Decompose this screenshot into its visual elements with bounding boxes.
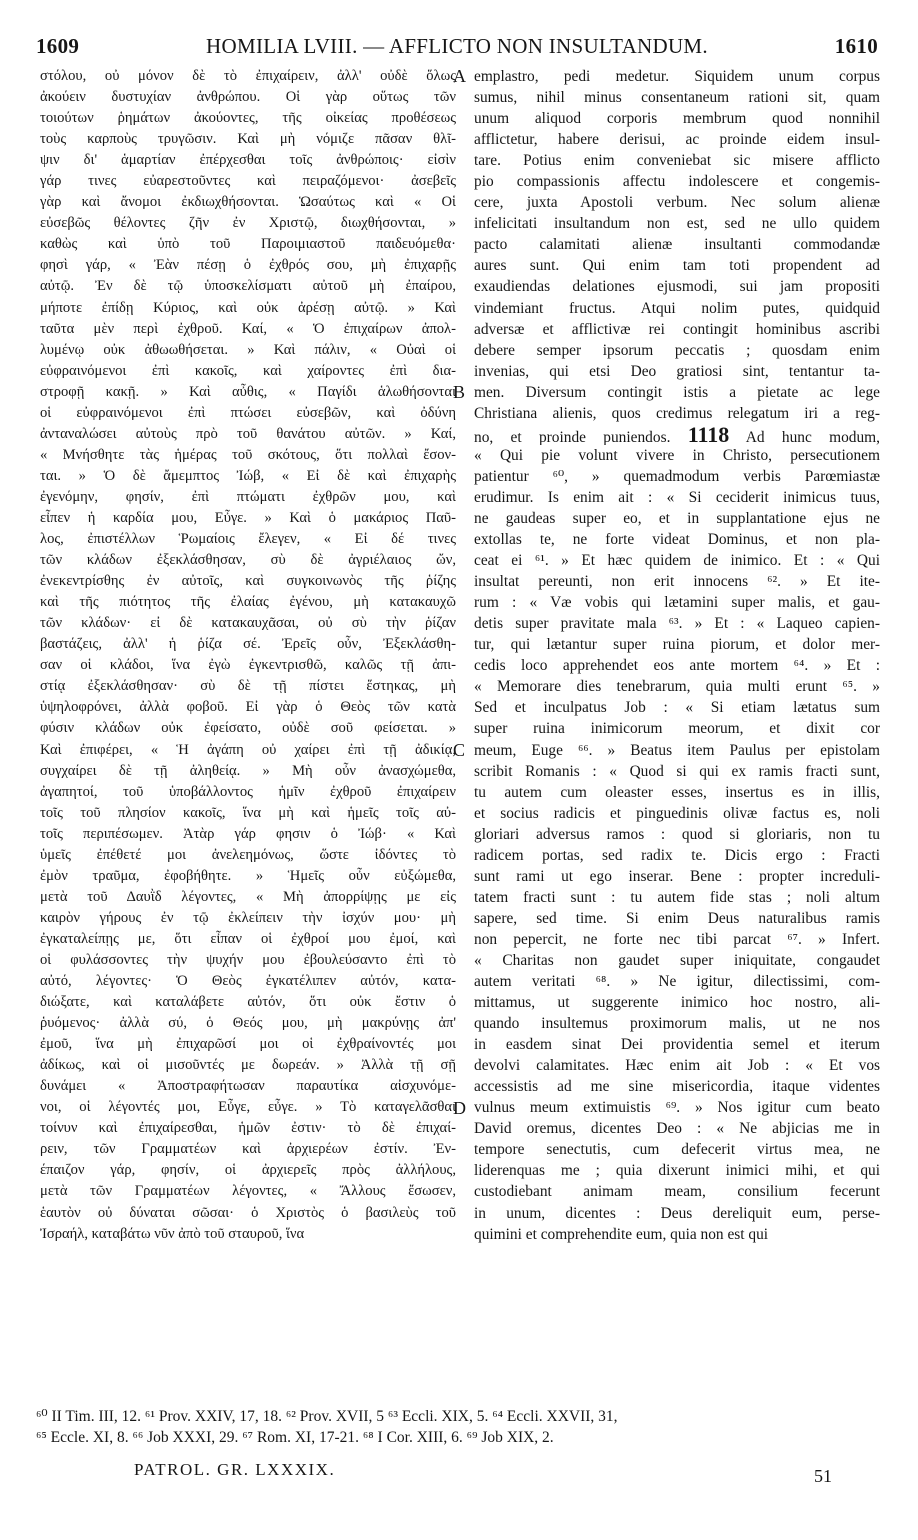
greek-line: συγχαίρει δὲ τῇ ἀληθείᾳ. » Μὴ οὖν ἀνασχώμεθα, [40, 762, 456, 779]
folio-number: 51 [814, 1466, 832, 1486]
latin-line: liderenquas me ; quia dixerunt inimici mihi, et qui [474, 1162, 880, 1180]
latin-line: patientur ⁶⁰, » quemadmodum verbis Parœmiastæ [474, 467, 880, 485]
latin-line: mittamus, ut suggerente inimico hoc nostro, ali- [474, 994, 880, 1012]
latin-line: David oremus, dicentes Deo : « Ne abjicias me in [474, 1120, 880, 1138]
latin-line: sunt rami ut ego inserar. Bene : propter increduli- [474, 867, 880, 885]
greek-line: τῶν κλάδων· εἰ δὲ κατακαυχᾶσαι, οὐ σὺ τὴν ῥίζαν [40, 615, 456, 632]
greek-line: τοίνυν καὶ ἐπιχαίρεσθαι, ἡμῶν ἐστιν· τὸ δὲ ἐπιχαί- [40, 1120, 456, 1137]
section-marker-b: B [453, 382, 466, 402]
latin-line: vulnus meum extimuistis ⁶⁹. » Nos igitur cum beato [474, 1099, 880, 1117]
greek-line: εὐσεβῶς θέλοντες ζῆν ἐν Χριστῷ, διωχθήσονται, » [40, 215, 456, 232]
latin-line: non pepercit, ne forte nec tibi parcat ⁶⁷. » Infert. [474, 930, 880, 948]
latin-line: insultat pereunti, non erit innocens ⁶². » Et ite- [474, 573, 880, 591]
greek-line: γὰρ καὶ ἄνομοι ἐκδιωχθήσονται. Ὡσαύτως καὶ « Οἱ [40, 194, 456, 211]
latin-line: devolvi calamitates. Hæc enim ait Job : « Et vos [474, 1057, 880, 1075]
latin-line [474, 424, 880, 445]
greek-line: ἑαυτὸν οὐ δύναται σῶσαι· ὁ Χριστὸς ὁ βασιλεὺς τοῦ [40, 1204, 456, 1221]
latin-line: scribit Romanis : « Quod si qui ex ramis fracti sunt, [474, 762, 880, 780]
greek-line: νοι, οἱ λέγοντές μοι, Εὖγε, εὖγε. » Τὸ καταγελᾶσθαι [40, 1099, 456, 1116]
greek-line: τοῖς περιπέσωμεν. Ἀτὰρ γάρ φησιν ὁ Ἰώβ· « Καὶ [40, 825, 456, 842]
section-marker-d: D [453, 1098, 466, 1118]
latin-line: exaudiendas delationes ejusmodi, sui jam propositi [474, 278, 880, 296]
greek-line: ἐγενόμην, φησίν, ἐπὶ πτώματι ἐχθρῶν μου, καὶ [40, 488, 456, 505]
latin-line: erudimur. Is enim ait : « Si ceciderit inimicus tuus, [474, 488, 880, 506]
latin-line: Christiana alienis, quos credimus relegatum iri a reg- [474, 404, 880, 422]
latin-line: cere, juxta Apostoli verbum. Nec solum alienæ [474, 194, 880, 212]
greek-line: στίᾳ ἐξεκλάσθησαν· σὺ δὲ τῇ πίστει ἕστηκας, μὴ [40, 678, 456, 695]
greek-line: λυμένῳ οὐκ ἀθωωθήσεται. » Καὶ πάλιν, « Οὐαὶ οἱ [40, 341, 456, 358]
greek-line: οἱ εὐφραινόμενοι ἐπὶ πτώσει εὐσεβῶν, καὶ ὀδύνη [40, 404, 456, 421]
latin-line: meum, Euge ⁶⁶. » Beatus item Paulus per epistolam [474, 741, 880, 759]
greek-line: ἀδίκως, καὶ οἱ μισοῦντές με δωρεάν. » Ἀλλὰ τῇ σῇ [40, 1057, 456, 1074]
latin-line: quando insultemus proximorum malis, ut ne nos [474, 1015, 880, 1033]
latin-line: « Qui pie volunt vivere in Christo, persecutionem [474, 446, 880, 464]
greek-line: φύσιν κλάδων οὐκ ἐφείσατο, οὐδὲ σοῦ φείσεται. » [40, 720, 456, 737]
greek-column [40, 66, 456, 1402]
greek-line: δυνάμει « Ἀποστραφήτωσαν παραυτίκα αἰσχυνόμε- [40, 1078, 456, 1095]
greek-line: τοῖς τοῦ πλησίον κακοῖς, ἵνα μὴ καὶ ἡμεῖς τοῖς αὐ- [40, 804, 456, 821]
latin-line: et socius radicis et pinguedinis olivæ factus es, noli [474, 804, 880, 822]
greek-line: ὑψηλοφρόνει, ἀλλὰ φοβοῦ. Εἰ γὰρ ὁ Θεὸς τῶν κατὰ [40, 699, 456, 716]
latin-line: pio compassionis affectu indolescere et congemis- [474, 173, 880, 191]
latin-line: tu autem cum oleaster esses, insertus es in illis, [474, 783, 880, 801]
greek-line: βαστάζεις, ἀλλ' ἡ ῥίζα σέ. Ἐρεῖς οὖν, Ἐξεκλάσθη- [40, 636, 456, 653]
greek-line: ἐμοῦ, ἵνα μὴ ἐπιχαρῶσί μοι οἱ ἐχθραίνοντές μοι [40, 1036, 456, 1053]
page-number-left: 1609 [36, 34, 80, 58]
greek-line: έπαιζον γάρ, φησίν, οἱ ἀρχιερεῖς πρὸς ἀλλήλους, [40, 1162, 456, 1179]
latin-line: emplastro, pedi medetur. Siquidem unum corpus [474, 68, 880, 85]
greek-line: ται. » Ὁ δὲ ἄμεμπτος Ἰώβ, « Εἰ δὲ καὶ ἐπιχαρὴς [40, 467, 456, 484]
latin-line: Sed et inculpatus Job : « Si etiam lætatus sum [474, 699, 880, 717]
running-header [36, 34, 878, 64]
greek-line: καιρὸν γήρους ἐν τῷ ἐκλείπειν τὴν ἰσχύν μου· μὴ [40, 909, 456, 926]
latin-line: adversæ et afflictivæ rei contingit hominibus ascribi [474, 320, 880, 338]
footnote-line: ⁶⁰ II Tim. III, 12. ⁶¹ Prov. XXIV, 17, 18. ⁶² Prov. XVII, 5 ⁶³ Eccli. XIX, 5. ⁶⁴ Eccli. XXVII, 31, [36, 1408, 618, 1425]
greek-line: ἀνταναλώσει αὐτοὺς πρὸ τοῦ θανάτου αὐτῶν. » Καί, [40, 425, 456, 442]
latin-line: aures sunt. Qui enim tam toti propendent ad [474, 257, 880, 275]
latin-line: men. Diversum contingit istis a pietate ac lege [474, 383, 880, 401]
footnote-line: ⁶⁵ Eccle. XI, 8. ⁶⁶ Job XXXI, 29. ⁶⁷ Rom. XI, 17-21. ⁶⁸ I Cor. XIII, 6. ⁶⁹ Job XIX, 2. [36, 1429, 554, 1446]
greek-line: ἐγκαταλείπῃς με, ὅτι εἶπαν οἱ ἐχθροί μου ἐμοί, καὶ [40, 930, 456, 947]
section-marker-c: C [453, 740, 466, 760]
latin-line: in easdem sinat Dei providentia semel et iterum [474, 1036, 880, 1054]
latin-line: invenias, qui etsi Deo gratiosi sint, tentantur ta- [474, 362, 880, 380]
greek-line: λος, ἐπιστέλλων Ῥωμαίοις ἔλεγεν, « Εἰ δέ τινες [40, 531, 456, 548]
latin-line: autem veritati ⁶⁸. » Ne igitur, dilectissimi, com- [474, 973, 880, 991]
greek-line: ἀκούειν δυστυχίαν ἀνθρώπου. Οἱ γὰρ οὕτως τῶν [40, 89, 456, 106]
latin-column [474, 66, 880, 1402]
greek-line: φησὶ γάρ, « Ἐὰν πέσῃ ὁ ἐχθρός σου, μὴ ἐπιχαρῇς [40, 257, 456, 274]
column-number: 1118 [687, 423, 730, 445]
greek-line: ῥυόμενος· ἀλλὰ σύ, ὁ Θεός μου, μὴ μακρύνῃς ἀπ' [40, 1015, 456, 1032]
latin-line: infelicitati insultandum non est, sed ne ullo quidem [474, 215, 880, 233]
latin-line: ne gaudeas super eo, et in supplantatione ejus ne [474, 509, 880, 527]
page-number-right: 1610 [834, 34, 878, 58]
greek-line: σαν οἱ κλάδοι, ἵνα ἐγὼ ἐγκεντρισθῶ, καλῶς τῇ ἀπι- [40, 657, 456, 674]
latin-line: ceat ei ⁶¹. » Et hæc quidem de inimico. Et : « Qui [474, 552, 880, 570]
greek-line: ἐνεκεντρίσθης ἐν αὐτοῖς, καὶ συγκοινωνὸς τῆς ῥίζης [40, 573, 456, 590]
greek-line: τῶν κλάδων ἐξεκλάσθησαν, σὺ δὲ ἀγριέλαιος ὤν, [40, 552, 456, 569]
greek-line: τοιούτων ῥημάτων ἀκούοντες, τῆς οἰκείας προθέσεως [40, 110, 456, 127]
greek-line: αὐτῷ. Ἐν δὲ τῷ ὑποσκελίσματι αὐτοῦ μὴ ἐπαίρου, [40, 278, 456, 295]
latin-line: sumus, nihil minus consentaneum rationi sit, quam [474, 89, 880, 107]
latin-line: super ruina inimicorum meorum, et dixit cor [474, 720, 880, 738]
latin-line: « Charitas non gaudet super iniquitate, congaudet [474, 951, 880, 969]
latin-line: rum : « Væ vobis qui lætamini super malis, et gau- [474, 594, 880, 612]
greek-line: εἶπεν ἡ καρδία μου, Εὖγε. » Καὶ ὁ μακάριος Παῦ- [40, 509, 456, 526]
greek-line: ὑμεῖς ἐπέθετέ μοι ἀνελεημόνως, ὥστε ἰδόντες τὸ [40, 846, 456, 863]
greek-line: μετὰ τῶν Γραμματέων λέγοντες, « Ἄλλους ἔσωσεν, [40, 1183, 456, 1200]
greek-line: στροφῇ κακῇ. » Καὶ αὖθις, « Παγίδι ἁλωθήσονται [40, 383, 456, 400]
latin-line: « Memorare dies tenebrarum, quia multi erunt ⁶⁵. » [474, 678, 880, 696]
greek-line: Καὶ ἐπιφέρει, « Ἡ ἀγάπη οὐ χαίρει ἐπὶ τῇ ἀδικίᾳ, [40, 741, 456, 758]
greek-line: διώξατε, καὶ καταλάβετε αὐτόν, ὅτι οὐκ ἔστιν ὁ [40, 994, 456, 1011]
latin-line: in unum, dicentes : Deus dereliquit eum, perse- [474, 1204, 880, 1222]
footnotes [36, 1406, 878, 1448]
latin-line: accessistis ad me sine misericordia, itaque videntes [474, 1078, 880, 1096]
signature-mark: PATROL. GR. LXXXIX. [134, 1460, 336, 1479]
greek-line: ψιν δι' ἁμαρτίαν ἐπέρχεσθαι τοῖς ἀνθρώποις· εἰσὶν [40, 152, 456, 169]
latin-line: custodiebant animam meam, consilium fecerunt [474, 1183, 880, 1201]
latin-line: tempore senectutis, cum defecerit virtus mea, ne [474, 1141, 880, 1159]
latin-line: gloriari adversus ramos : quod si gloriaris, non tu [474, 825, 880, 843]
greek-line: οἱ φυλάσσοντες τὴν ψυχήν μου ἐβουλεύσαντο ἐπὶ τὸ [40, 951, 456, 968]
latin-line: pacto calamitati alienæ insultanti commodandæ [474, 236, 880, 254]
greek-line: Ἰσραήλ, καταβάτω νῦν ἀπὸ τοῦ σταυροῦ, ἵνα [40, 1225, 305, 1242]
greek-line: μετὰ τοῦ Δαυῒδ λέγοντες, « Μὴ ἀπορρίψῃς με εἰς [40, 888, 456, 905]
greek-line: « Μνήσθητε τὰς ἡμέρας τοῦ σκότους, ὅτι πολλαὶ ἔσον- [40, 446, 456, 463]
greek-line: καθὼς καὶ ὑπὸ τοῦ Παροιμιαστοῦ παιδευόμεθα· [40, 236, 456, 253]
greek-line: καὶ τῆς πιότητος τῆς ἐλαίας ἐγένου, μὴ κατακαυχῶ [40, 594, 456, 611]
greek-line: μήποτε ἐπίδῃ Κύριος, καὶ οὐκ ἀρέσῃ αὐτῷ. » Καὶ [40, 299, 456, 316]
latin-line: sapere, sed time. Si enim Deus naturalibus ramis [474, 909, 880, 927]
greek-line: στόλου, οὐ μόνον δὲ τὸ ἐπιχαίρειν, ἀλλ' οὐδὲ ὅλως [40, 68, 456, 84]
running-title: HOMILIA LVIII. — AFFLICTO NON INSULTANDUM. [206, 34, 708, 58]
greek-line: ἐμὸν τραῦμα, ἐφοβήθητε. » Ἡμεῖς οὖν εὐξώμεθα, [40, 867, 456, 884]
latin-line: radicem portas, sed radix te. Dicis ergo : Fracti [474, 846, 880, 864]
column-number-tail: Ad hunc modum, [729, 428, 880, 445]
latin-line: tare. Potius enim conveniebat sic misere afflicto [474, 152, 880, 170]
greek-line: ἀγαπητοί, τοῦ ὑποβάλλοντος ἡμῖν ἐχθροῦ ἐπιχαίρειν [40, 783, 456, 800]
latin-line: cedis loco apprehendet eos ante mortem ⁶⁴. » Et : [474, 657, 880, 675]
latin-line: debere semper ipsorum peccatis ; quosdam enim [474, 341, 880, 359]
latin-line: unum aliquod corporis membrum quod nonnihil [474, 110, 880, 128]
latin-line-text: no, et proinde puniendos. [474, 428, 688, 445]
latin-line: vindemiant fructus. Atqui nolim putes, quidquid [474, 299, 880, 317]
latin-line: afflictetur, habere derisui, ac proinde eidem insul- [474, 131, 880, 149]
greek-line: τοὺς καρποὺς τρυγῶσιν. Καὶ μὴ νόμιζε πᾶσαν θλῖ- [40, 131, 456, 148]
greek-line: ταῦτα μὲν περὶ ἐχθροῦ. Καί, « Ὁ ἐπιχαίρων ἀπολ- [40, 320, 456, 337]
latin-line: quimini et comprehendite eum, quia non est qui [474, 1225, 769, 1243]
section-marker-a: A [453, 66, 466, 86]
latin-line: tatem fracti sunt : tu autem fide stas ; noli altum [474, 888, 880, 906]
greek-line: εὐφραινόμενοι ἐπὶ κακοῖς, καὶ χαίροντες ἐπὶ δια- [40, 362, 456, 379]
greek-line: αὐτό, λέγοντες· Ὁ Θεὸς ἐγκατέλιπεν αὐτόν, κατα- [40, 973, 456, 990]
greek-line: γάρ τινες εὐαρεστοῦντες καὶ πειραζόμενοι· ἀσεβεῖς [40, 173, 456, 190]
greek-line: ρειν, τῶν Γραμματέων καὶ ἀρχιερέων ἐστίν. Ἐν- [40, 1141, 456, 1158]
latin-line: detis super pravitate mala ⁶³. » Et : « Laqueo capien- [474, 615, 880, 633]
latin-line: tur, qui lætantur super ruina piorum, et dolor mer- [474, 636, 880, 654]
latin-line: extollas te, ne forte videat Dominus, et non pla- [474, 531, 880, 549]
